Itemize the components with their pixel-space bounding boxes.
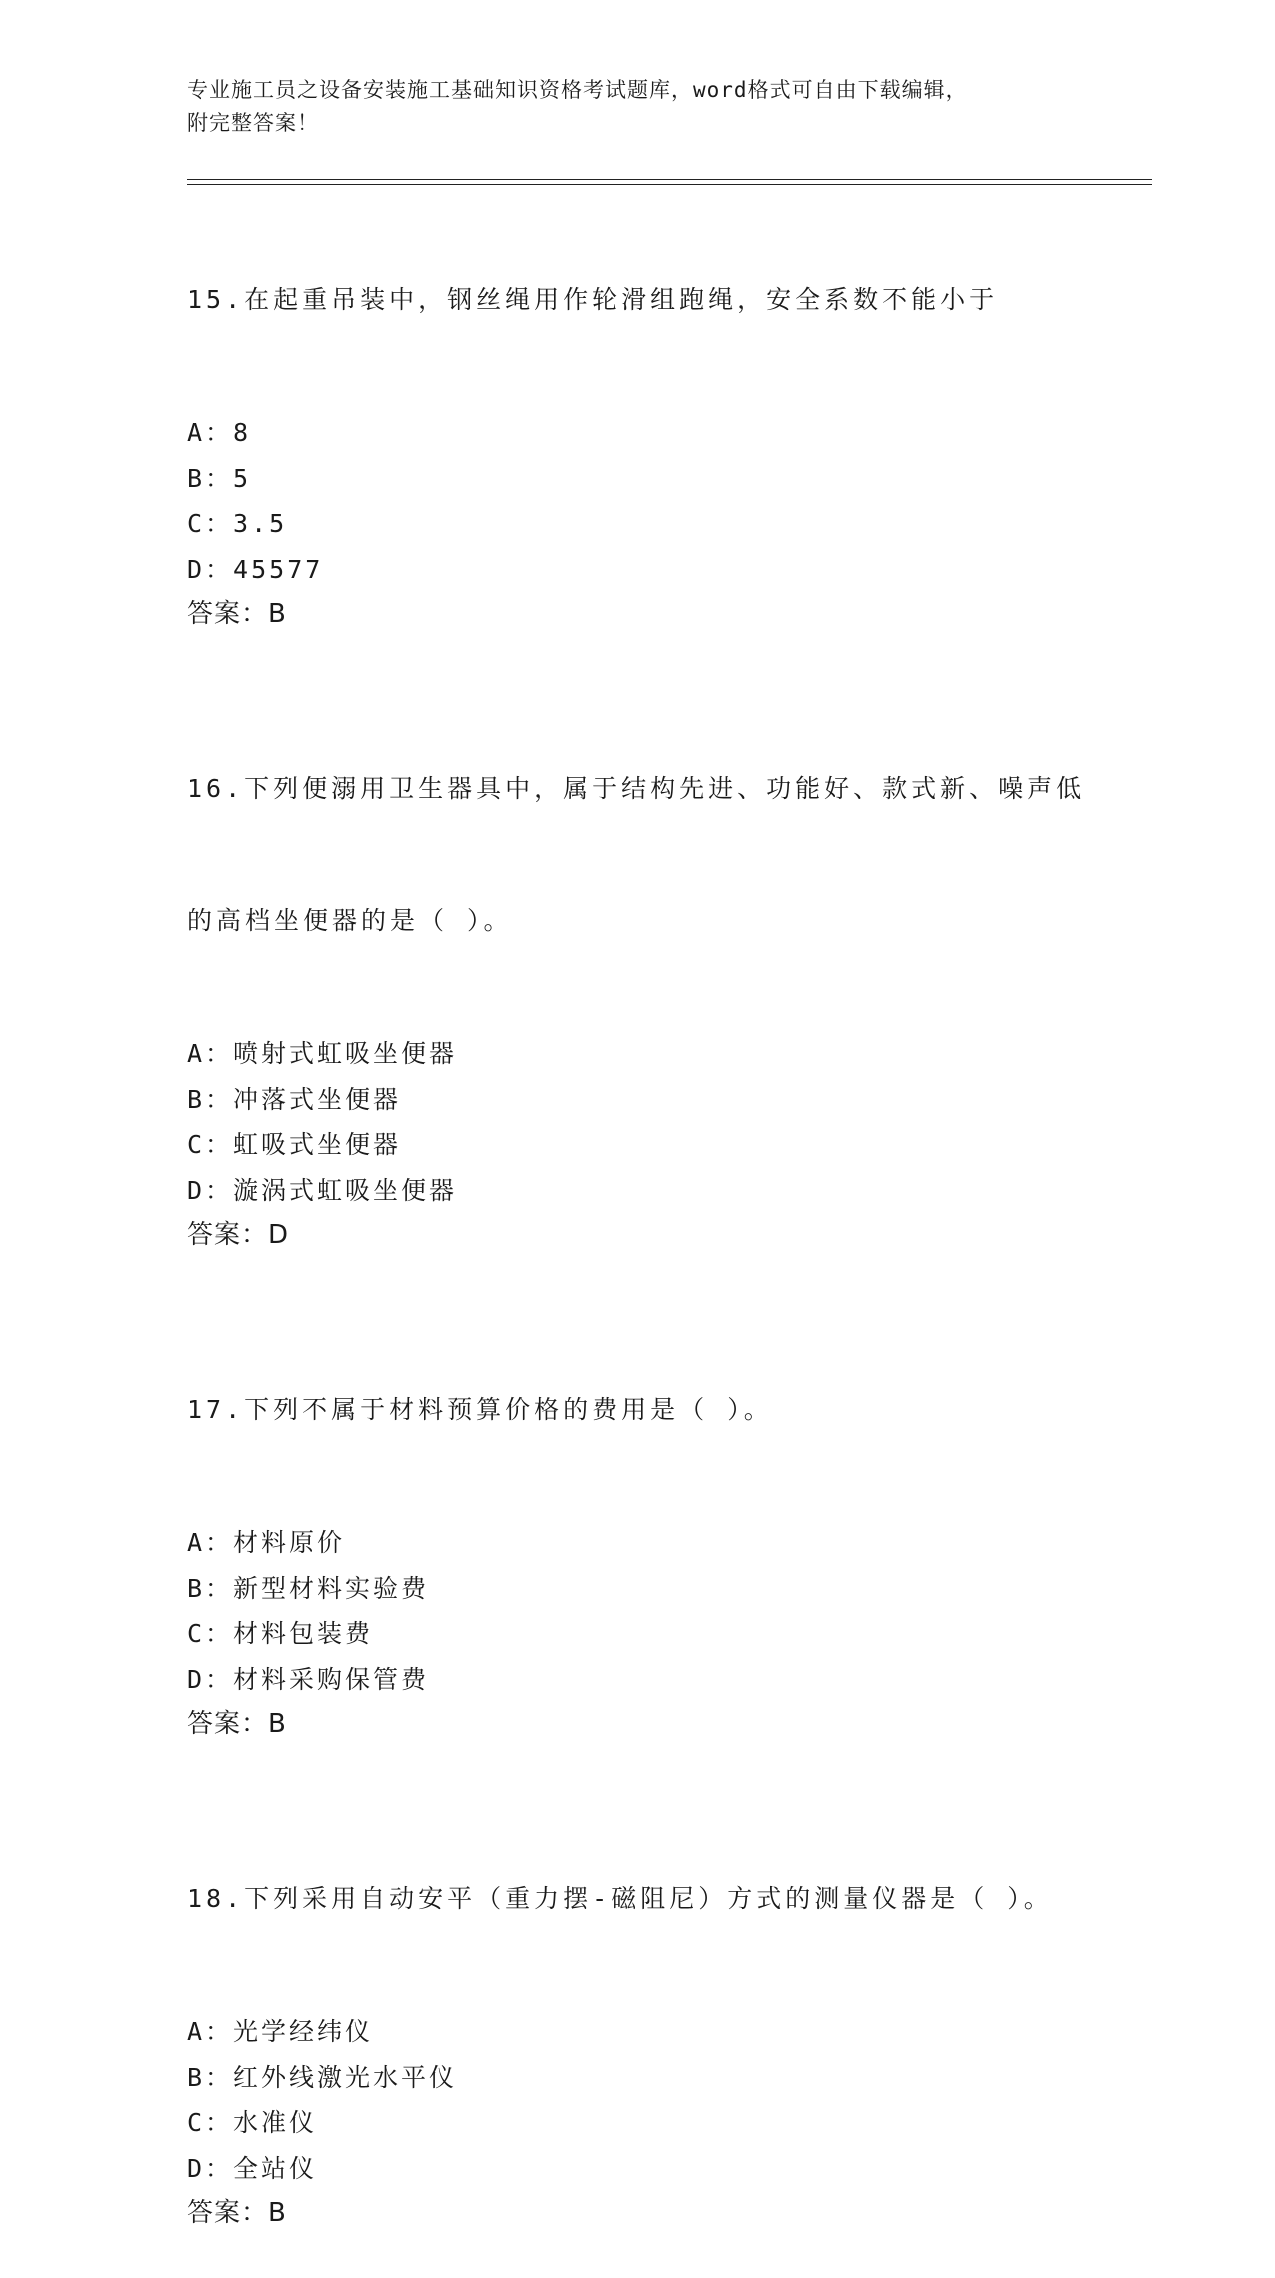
question-list [187, 190, 1087, 2278]
option-a: A：材料原价 [187, 1528, 346, 1557]
question-18 [187, 1789, 1087, 2236]
option-b: B：新型材料实验费 [187, 1573, 430, 1603]
question-17 [187, 1300, 1087, 1747]
option-d: D：全站仪 [187, 2153, 318, 2183]
option-c: C：材料包装费 [187, 1619, 374, 1648]
option-a: A：喷射式虹吸坐便器 [187, 1039, 458, 1068]
question-16 [187, 679, 1087, 1258]
answer-line: 答案：B [187, 599, 287, 629]
option-b: B：冲落式坐便器 [187, 1084, 402, 1114]
question-stem-line: 18.下列采用自动安平（重力摆-磁阻尼）方式的测量仪器是（ ）。 [187, 1884, 1053, 1913]
question-stem [187, 679, 1087, 1031]
header-title-line-1: 专业施工员之设备安装施工基础知识资格考试题库，word格式可自由下载编辑， [187, 78, 968, 102]
answer-line: 答案：B [187, 1709, 287, 1739]
question-stem-line: 15.在起重吊装中，钢丝绳用作轮滑组跑绳，安全系数不能小于 [187, 285, 999, 314]
option-b: B：红外线激光水平仪 [187, 2062, 458, 2092]
header-divider-bottom [187, 184, 1152, 185]
option-a: A：光学经纬仪 [187, 2017, 374, 2046]
document-header [187, 74, 1087, 140]
answer-line: 答案：B [187, 2198, 287, 2228]
header-divider-top [187, 179, 1152, 180]
header-title-line-2: 附完整答案！ [187, 111, 319, 135]
question-stem [187, 190, 1087, 410]
question-stem-line: 17.下列不属于材料预算价格的费用是（ ）。 [187, 1395, 773, 1424]
option-c: C：虹吸式坐便器 [187, 1130, 402, 1159]
option-d: D：漩涡式虹吸坐便器 [187, 1175, 458, 1205]
question-stem-line: 的高档坐便器的是（ ）。 [187, 906, 513, 935]
option-c: C：3.5 [187, 509, 288, 538]
option-d: D：45577 [187, 554, 324, 584]
option-c: C：水准仪 [187, 2108, 318, 2137]
question-stem [187, 1789, 1087, 2009]
option-d: D：材料采购保管费 [187, 1664, 430, 1694]
question-stem-line: 16.下列便溺用卫生器具中，属于结构先进、功能好、款式新、噪声低 [187, 774, 1086, 803]
option-a: A：8 [187, 418, 252, 447]
question-15 [187, 190, 1087, 637]
answer-line: 答案：D [187, 1220, 290, 1250]
question-stem [187, 1300, 1087, 1520]
option-b: B：5 [187, 463, 252, 493]
